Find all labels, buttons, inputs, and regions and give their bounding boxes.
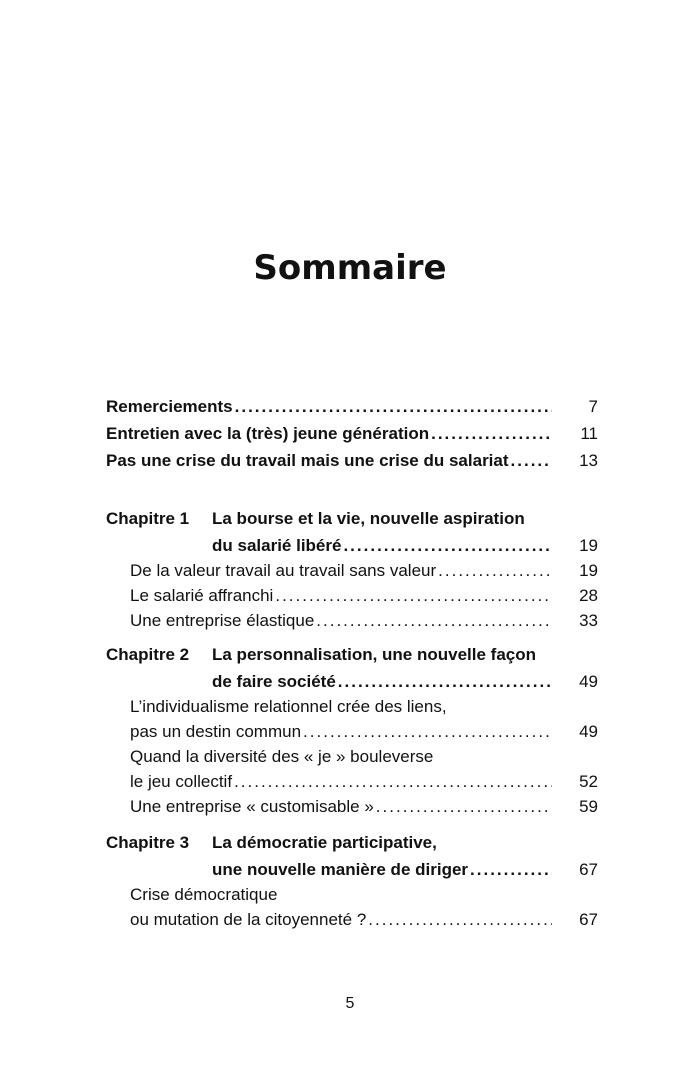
toc-entry-section[interactable]: Une entreprise élastique ..... 33 — [130, 608, 598, 634]
chapter-2-title-line1: La personnalisation, une nouvelle façon — [212, 645, 537, 664]
toc-entry-section[interactable]: Une entreprise « customisable » ..... 59 — [130, 794, 598, 820]
toc-entry-section[interactable]: ou mutation de la citoyenneté ? ..... 67 — [130, 907, 598, 933]
toc-entry-section[interactable]: le jeu collectif ..... 52 — [130, 769, 598, 795]
toc-entry-section[interactable]: De la valeur travail au travail sans valeur ..... 19 — [130, 558, 598, 584]
dot-leader — [511, 448, 552, 474]
dot-leader — [275, 583, 552, 609]
dot-leader — [316, 608, 552, 634]
dot-leader — [303, 719, 552, 745]
chapter-1-number: Chapitre 1 — [106, 509, 190, 528]
dot-leader — [431, 421, 552, 447]
toc-entry-section[interactable]: pas un destin commun ..... 49 — [130, 719, 598, 745]
toc-entry-chapter-1[interactable]: du salarié libéré ..... 19 — [212, 533, 598, 559]
chapter-1-title-line1: La bourse et la vie, nouvelle aspiration — [212, 509, 525, 528]
dot-leader — [376, 794, 552, 820]
section-line1: Quand la diversité des « je » bouleverse — [130, 747, 434, 766]
dot-leader — [338, 669, 552, 695]
dot-leader — [368, 907, 552, 933]
page-title: Sommaire — [253, 248, 447, 288]
dot-leader — [343, 533, 552, 559]
chapter-3-number: Chapitre 3 — [106, 833, 190, 852]
toc-entry-chapter-3[interactable]: une nouvelle manière de diriger ..... 67 — [212, 857, 598, 883]
dot-leader — [470, 857, 552, 883]
section-line1: L’individualisme relationnel crée des liens, — [130, 697, 447, 716]
chapter-2-number: Chapitre 2 — [106, 645, 190, 664]
chapter-3-title-line1: La démocratie participative, — [212, 833, 437, 852]
toc-entry-section[interactable]: Le salarié affranchi ..... 28 — [130, 583, 598, 609]
toc-entry-crise[interactable]: Pas une crise du travail mais une crise du salariat ..... 13 — [106, 448, 598, 474]
toc-entry-chapter-2[interactable]: de faire société ..... 49 — [212, 669, 598, 695]
toc-entry-remerciements[interactable]: Remerciements ..... 7 — [106, 394, 598, 420]
toc-entry-entretien[interactable]: Entretien avec la (très) jeune génération ..... 11 — [106, 421, 598, 447]
section-line1: Crise démocratique — [130, 885, 278, 904]
dot-leader — [234, 769, 552, 795]
page-number: 5 — [345, 995, 355, 1012]
dot-leader — [235, 394, 552, 420]
dot-leader — [438, 558, 552, 584]
